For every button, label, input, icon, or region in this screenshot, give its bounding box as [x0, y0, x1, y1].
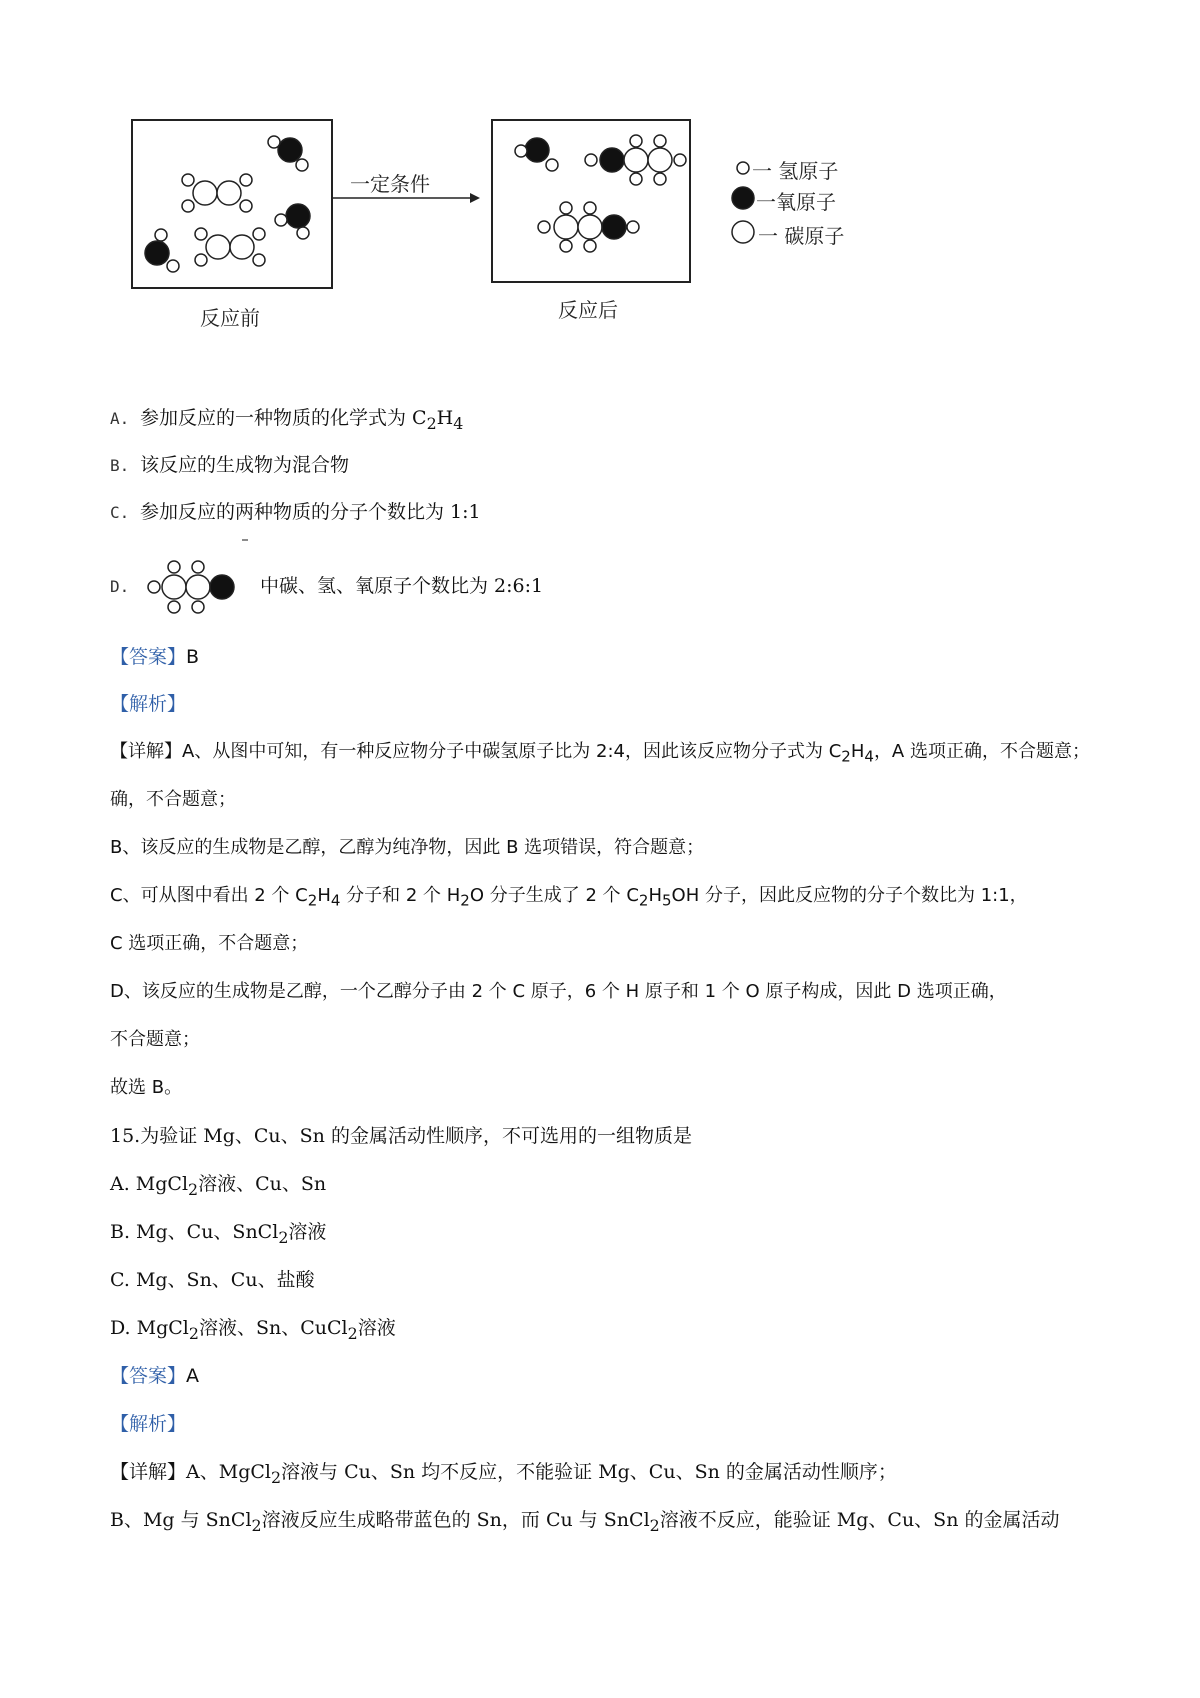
option-letter: C. [110, 503, 130, 522]
answer-value: A [186, 1365, 200, 1387]
q14-option-d [110, 574, 543, 599]
subscript: 2 [649, 1515, 660, 1535]
option-text: B. Mg、Cu、SnCl [110, 1221, 279, 1243]
q14-detail-b: B、该反应的生成物是乙醇，乙醇为纯净物，因此 B 选项错误，符合题意； [110, 837, 705, 858]
legend-hydrogen-label: 一 氢原子 [752, 159, 839, 183]
detail-text: ，A 选项正确，不合题意； [873, 741, 1090, 762]
detail-text: H [317, 885, 331, 906]
q15-option-a [110, 1172, 326, 1202]
answer-value: B [186, 646, 200, 668]
option-text-mid: H [436, 407, 454, 429]
detail-text: O 分子生成了 2 个 C [469, 885, 639, 906]
option-text: D. MgCl [110, 1317, 189, 1339]
subscript: 2 [347, 1323, 358, 1343]
answer-tag: 【答案】 [110, 1365, 187, 1387]
option-letter: D. [110, 577, 130, 596]
q15-detail-b [110, 1508, 1059, 1538]
subscript: 4 [864, 747, 874, 766]
detail-text: B、Mg 与 SnCl [110, 1509, 252, 1531]
carbon-legend-icon [732, 221, 754, 243]
option-text: 该反应的生成物为混合物 [140, 454, 350, 476]
water-molecule [515, 138, 558, 171]
option-text: 溶液 [288, 1221, 327, 1243]
q14-detail-a [110, 740, 1090, 769]
subscript: 2 [188, 1323, 199, 1343]
option-letter: B. [110, 456, 130, 475]
detail-text: H [850, 741, 865, 762]
subscript: 5 [662, 891, 672, 910]
q14-option-c [110, 500, 481, 525]
water-molecule [275, 204, 310, 239]
option-letter: A. [110, 409, 130, 428]
q14-conclusion: 故选 B。 [110, 1077, 183, 1098]
option-text: 中碳、氢、氧原子个数比为 2:6:1 [260, 575, 544, 597]
detail-text: A、MgCl [186, 1461, 271, 1483]
oxygen-legend-icon [732, 187, 754, 209]
q14-detail-d-cont: 不合题意； [110, 1029, 200, 1050]
option-text: 溶液 [357, 1317, 396, 1339]
subscript: 4 [453, 413, 464, 433]
q14-detail-a-cont: 确，不合题意； [110, 789, 236, 810]
q14-detail-c-cont: C 选项正确，不合题意； [110, 933, 309, 954]
subscript: 2 [841, 747, 851, 766]
ethylene-molecule [195, 228, 265, 266]
arrow-label: 一定条件 [350, 172, 430, 196]
q14-answer [110, 645, 199, 669]
q14-analysis-tag: 【解析】 [110, 693, 187, 715]
option-text: 溶液、Cu、Sn [198, 1173, 327, 1195]
q15-option-b [110, 1220, 326, 1250]
subscript: 2 [460, 891, 470, 910]
q14-option-b [110, 453, 349, 478]
detail-tag: 【详解】 [110, 741, 182, 762]
subscript: 2 [188, 1179, 199, 1199]
subscript: 2 [278, 1227, 289, 1247]
q15-option-c: C. Mg、Sn、Cu、盐酸 [110, 1269, 315, 1291]
option-text: 参加反应的两种物质的分子个数比为 1:1 [140, 501, 481, 523]
subscript: 4 [330, 891, 341, 910]
water-molecule [145, 229, 179, 272]
ethylene-molecule [182, 174, 252, 212]
legend-carbon-label: 一 碳原子 [758, 224, 845, 248]
subscript: 2 [270, 1467, 282, 1487]
subscript: 2 [307, 891, 318, 910]
detail-tag: 【详解】 [110, 1461, 187, 1483]
q14-option-a [110, 406, 463, 436]
q15-analysis-tag: 【解析】 [110, 1413, 187, 1435]
subscript: 2 [426, 413, 437, 433]
q14-detail-d: D、该反应的生成物是乙醇，一个乙醇分子由 2 个 C 原子，6 个 H 原子和 1 个 O 原子构成，因此 D 选项正确， [110, 981, 1007, 1002]
q15-option-d [110, 1316, 396, 1346]
q14-detail-c [110, 884, 1028, 913]
detail-text: 分子和 2 个 H [340, 885, 461, 906]
legend [732, 162, 754, 243]
option-text: 参加反应的一种物质的化学式为 C [140, 407, 427, 429]
answer-tag: 【答案】 [110, 646, 187, 668]
before-label: 反应前 [200, 306, 260, 330]
q15-answer [110, 1364, 199, 1388]
detail-text: A、从图中可知，有一种反应物分子中碳氢原子比为 2:4，因此该反应物分子式为 C [182, 741, 842, 762]
q15-stem: 15.为验证 Mg、Cu、Sn 的金属活动性顺序，不可选用的一组物质是 [110, 1125, 692, 1147]
subscript: 2 [638, 891, 649, 910]
ethanol-molecule [585, 135, 686, 185]
detail-text: C、可从图中看出 2 个 C [110, 885, 308, 906]
legend-oxygen-label: 一氧原子 [756, 190, 836, 214]
after-label: 反应后 [558, 298, 618, 322]
detail-text: 溶液不反应，能验证 Mg、Cu、Sn 的金属活动 [659, 1509, 1060, 1531]
option-text: A. MgCl [110, 1173, 189, 1195]
arrow-head-icon [470, 193, 480, 203]
option-text: 溶液、Sn、CuCl [198, 1317, 348, 1339]
reaction-diagram [0, 0, 1200, 340]
detail-text: 溶液与 Cu、Sn 均不反应，不能验证 Mg、Cu、Sn 的金属活动性顺序； [281, 1461, 897, 1483]
detail-text: OH 分子，因此反应物的分子个数比为 1:1， [671, 885, 1028, 906]
ethanol-molecule [538, 202, 639, 252]
subscript: 2 [251, 1515, 262, 1535]
water-molecule [268, 136, 308, 171]
detail-text: 溶液反应生成略带蓝色的 Sn，而 Cu 与 SnCl [261, 1509, 650, 1531]
detail-text: H [648, 885, 662, 906]
q15-detail-a [110, 1460, 897, 1490]
hydrogen-legend-icon [737, 162, 749, 174]
